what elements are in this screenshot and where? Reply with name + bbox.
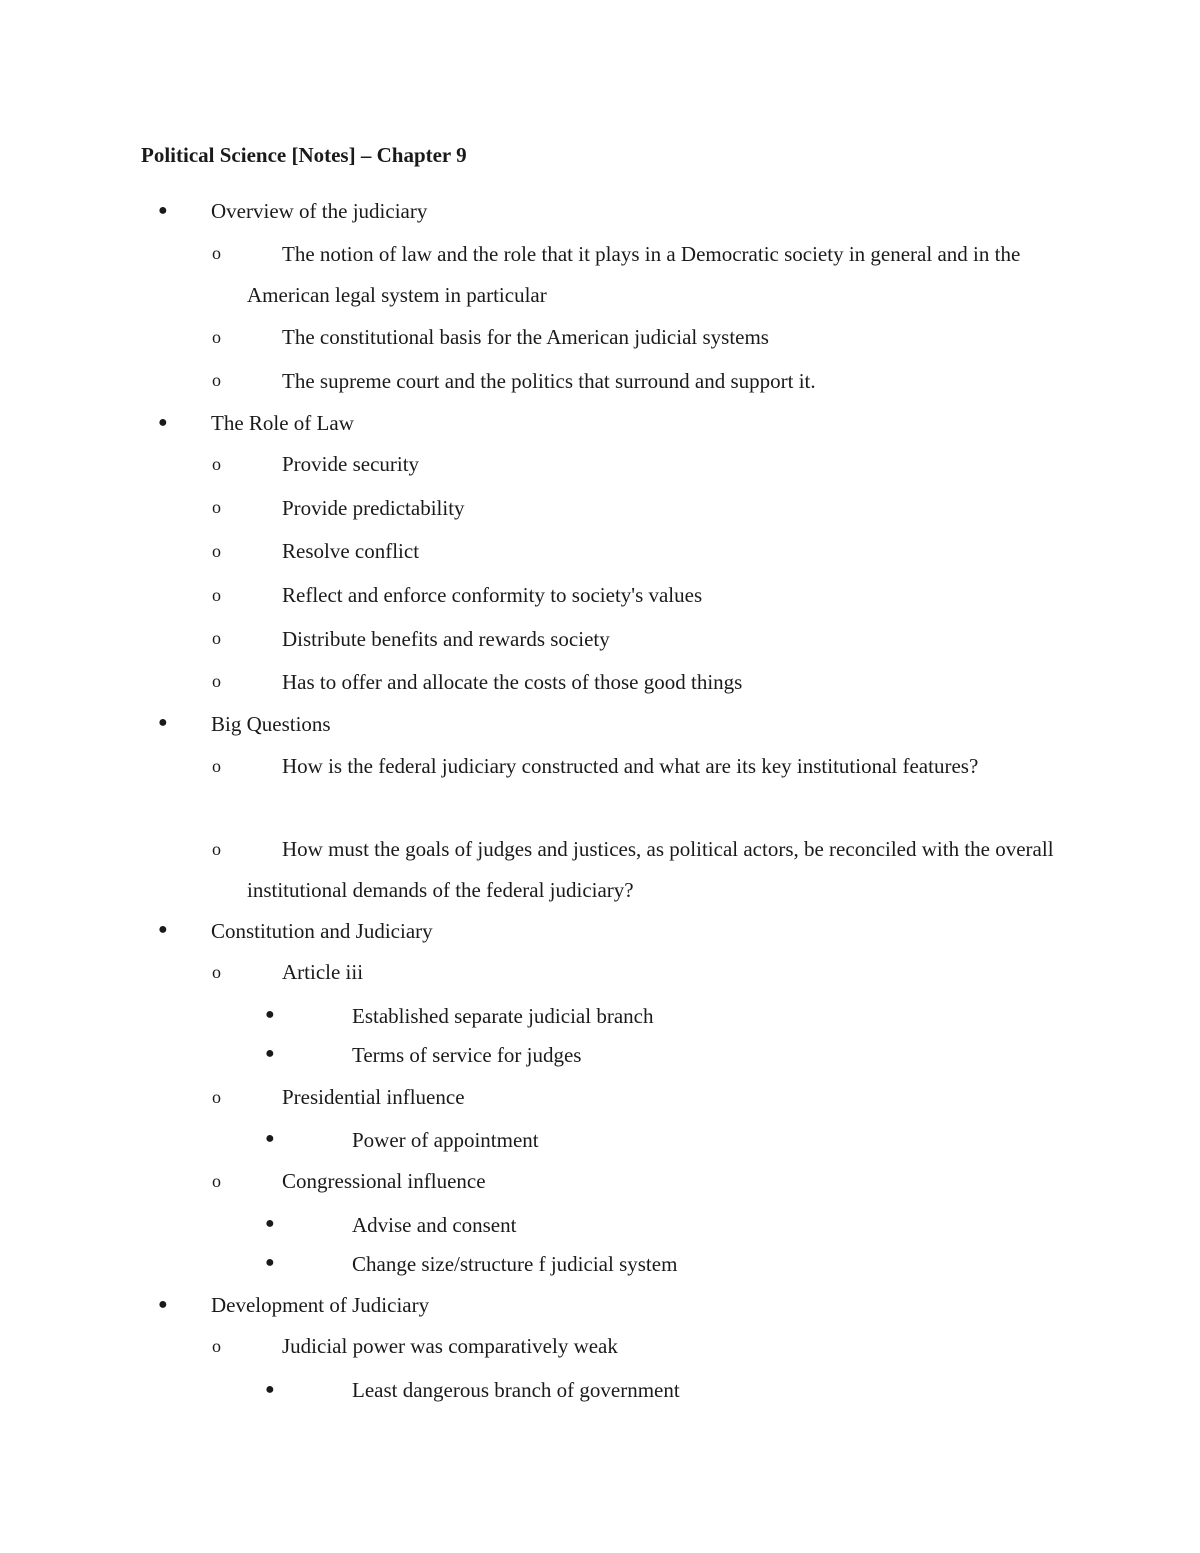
list-item: Article iii (282, 960, 364, 984)
bullet-l2-icon: o (212, 756, 221, 776)
list-item: Has to offer and allocate the costs of those good things (282, 670, 743, 694)
bullet-l2-icon: o (212, 370, 221, 390)
bullet-l3-icon: ● (265, 1006, 275, 1023)
bullet-l2-icon: o (212, 628, 221, 648)
bullet-l2-icon: o (212, 962, 221, 982)
list-item: How is the federal judiciary constructed and what are its key institutional features? (282, 754, 979, 778)
bullet-l1-icon: ● (158, 921, 168, 938)
bullet-l2-icon: o (212, 839, 221, 859)
bullet-l3-icon: ● (265, 1130, 275, 1147)
bullet-l2-icon: o (212, 497, 221, 517)
list-subitem: Least dangerous branch of government (352, 1378, 680, 1402)
list-item: The notion of law and the role that it plays in a Democratic society in general and in the American legal system in particular (247, 242, 1021, 307)
list-subitem: Change size/structure f judicial system (352, 1252, 678, 1276)
bullet-l2-icon: o (212, 585, 221, 605)
section-heading: Development of Judiciary (211, 1293, 430, 1317)
bullet-l3-icon: ● (265, 1254, 275, 1271)
list-item: Provide predictability (282, 496, 465, 520)
list-item: Congressional influence (282, 1169, 486, 1193)
bullet-l2-icon: o (212, 671, 221, 691)
section-heading: The Role of Law (211, 411, 354, 435)
bullet-l1-icon: ● (158, 414, 168, 431)
bullet-l3-icon: ● (265, 1215, 275, 1232)
list-item: Judicial power was comparatively weak (282, 1334, 618, 1358)
bullet-l3-icon: ● (265, 1381, 275, 1398)
bullet-l2-icon: o (212, 327, 221, 347)
list-subitem: Terms of service for judges (352, 1043, 582, 1067)
bullet-l1-icon: ● (158, 202, 168, 219)
list-item: Resolve conflict (282, 539, 420, 563)
list-item: The constitutional basis for the American judicial systems (282, 325, 769, 349)
list-subitem: Advise and consent (352, 1213, 517, 1237)
bullet-l2-icon: o (212, 1087, 221, 1107)
list-item: Distribute benefits and rewards society (282, 627, 610, 651)
list-item: Reflect and enforce conformity to society's values (282, 583, 703, 607)
list-subitem: Power of appointment (352, 1128, 539, 1152)
section-heading: Overview of the judiciary (211, 199, 428, 223)
bullet-l3-icon: ● (265, 1045, 275, 1062)
list-item: The supreme court and the politics that surround and support it. (282, 369, 816, 393)
bullet-l1-icon: ● (158, 714, 168, 731)
bullet-l2-icon: o (212, 454, 221, 474)
bullet-l2-icon: o (212, 1336, 221, 1356)
section-heading: Big Questions (211, 712, 331, 736)
section-heading: Constitution and Judiciary (211, 919, 433, 943)
bullet-l2-icon: o (212, 541, 221, 561)
list-item: How must the goals of judges and justices, as political actors, be reconciled with the overall institutional demands of the federal judiciary? (247, 837, 1054, 902)
bullet-l2-icon: o (212, 1171, 221, 1191)
bullet-l1-icon: ● (158, 1296, 168, 1313)
list-item: Provide security (282, 452, 420, 476)
bullet-l2-icon: o (212, 243, 221, 263)
list-item: Presidential influence (282, 1085, 465, 1109)
list-subitem: Established separate judicial branch (352, 1004, 654, 1028)
document-title: Political Science [Notes] – Chapter 9 (141, 143, 467, 167)
